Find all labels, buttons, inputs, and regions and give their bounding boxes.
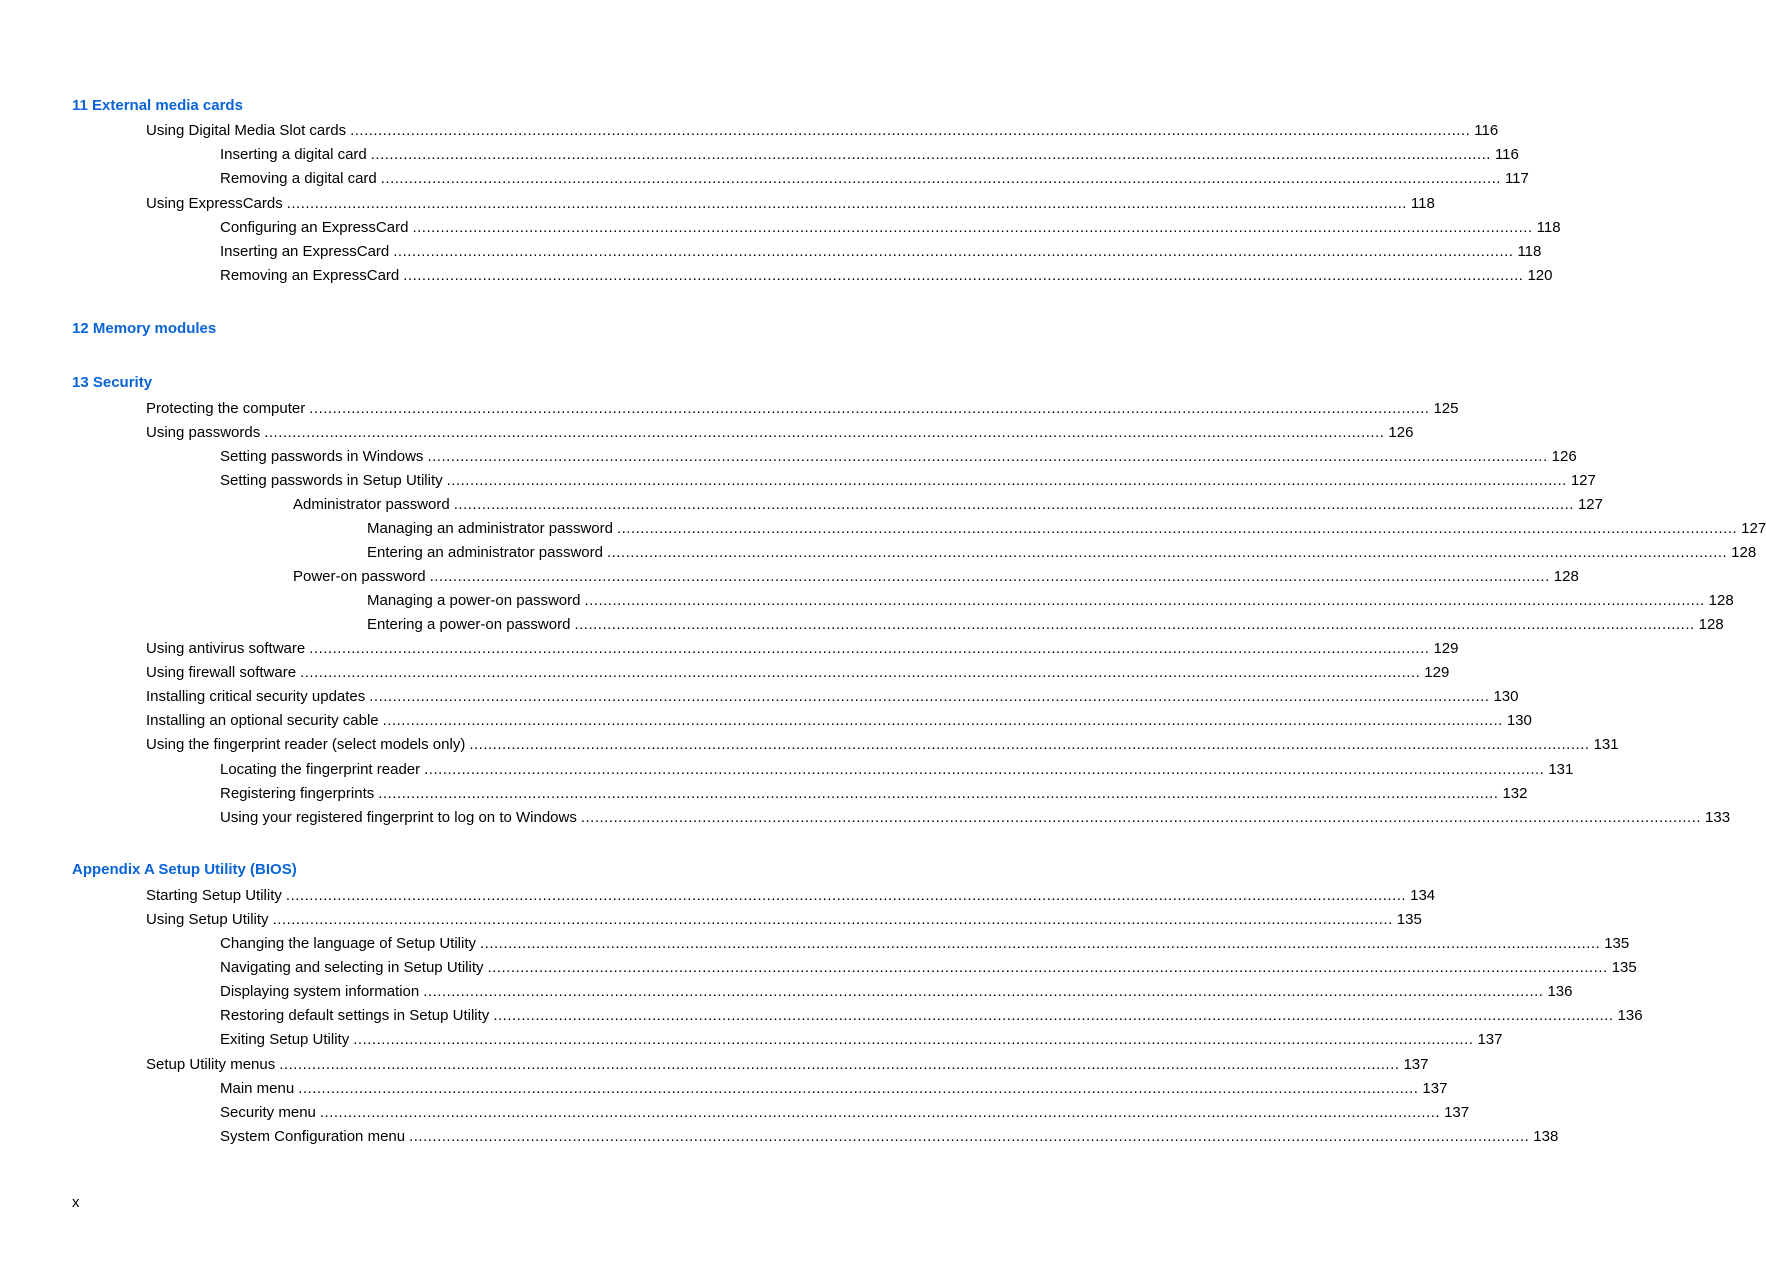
toc-entry[interactable] xyxy=(293,494,1603,516)
toc-page-number: 136 xyxy=(1617,1007,1643,1024)
toc-page-number: 127 xyxy=(1570,472,1596,489)
dot-leader: ................................................................................................................................................................................................................................................ xyxy=(393,243,1514,260)
toc-entry-title: Using your registered fingerprint to log on to Windows xyxy=(220,809,577,826)
toc-page-number: 128 xyxy=(1553,568,1579,585)
toc-entry[interactable] xyxy=(146,885,1436,907)
toc-page-number: 127 xyxy=(1577,496,1603,513)
toc-entry[interactable] xyxy=(146,120,1499,142)
toc-page-number: 118 xyxy=(1410,195,1435,212)
toc-page-number: 137 xyxy=(1477,1031,1503,1048)
toc-entry[interactable] xyxy=(220,241,1542,263)
toc-page-number: 136 xyxy=(1547,983,1573,1000)
toc-entry-title: Removing a digital card xyxy=(220,170,377,187)
dot-leader: ................................................................................................................................................................................................................................................ xyxy=(584,592,1705,609)
toc-entry-title: Locating the fingerprint reader xyxy=(220,761,421,778)
toc-page-number: 126 xyxy=(1551,448,1577,465)
toc-page-number: 128 xyxy=(1708,592,1734,609)
toc-entry[interactable] xyxy=(146,686,1519,708)
dot-leader: ................................................................................................................................................................................................................................................ xyxy=(424,761,1545,778)
toc-entry-row xyxy=(0,686,1519,708)
toc-entry-row xyxy=(0,265,1553,287)
dot-leader: ................................................................................................................................................................................................................................................ xyxy=(285,887,1407,904)
toc-entry[interactable] xyxy=(220,1029,1503,1051)
dot-leader: ................................................................................................................................................................................................................................................ xyxy=(298,1080,1419,1097)
toc-page-number: 135 xyxy=(1611,959,1637,976)
dot-leader: ................................................................................................................................................................................................................................................ xyxy=(469,736,1590,753)
toc-entry-title: Power-on password xyxy=(293,568,426,585)
toc-entry[interactable] xyxy=(146,662,1450,684)
toc-entry-row xyxy=(0,120,1499,142)
toc-chapter-row xyxy=(0,859,954,881)
toc-entry[interactable] xyxy=(220,1078,1448,1100)
toc-entry[interactable] xyxy=(146,710,1532,732)
toc-entry[interactable] xyxy=(220,217,1561,239)
toc-chapter-row xyxy=(0,95,954,117)
toc-entry-row xyxy=(0,1102,1470,1124)
toc-entry-row xyxy=(0,1126,1559,1148)
chapter-heading[interactable]: 11 External media cards xyxy=(72,97,243,114)
toc-entry-row xyxy=(0,446,1577,468)
toc-entry-title: Inserting a digital card xyxy=(220,146,367,163)
toc-entry-row xyxy=(0,470,1596,492)
toc-page-number: 129 xyxy=(1433,640,1459,657)
toc-entry-title: Displaying system information xyxy=(220,983,420,1000)
dot-leader: ................................................................................................................................................................................................................................................ xyxy=(309,640,1430,657)
toc-entry-title: Navigating and selecting in Setup Utility xyxy=(220,959,484,976)
toc-entry[interactable] xyxy=(367,518,1766,540)
toc-entry[interactable] xyxy=(220,957,1637,979)
dot-leader: ................................................................................................................................................................................................................................................ xyxy=(412,219,1533,236)
toc-entry-row xyxy=(0,885,1436,907)
chapter-heading[interactable]: 12 Memory modules xyxy=(72,320,217,337)
toc-entry-row xyxy=(0,518,1766,540)
toc-entry-title: Entering a power-on password xyxy=(367,616,571,633)
toc-entry[interactable] xyxy=(367,542,1757,564)
toc-entry[interactable] xyxy=(220,933,1630,955)
toc-entry[interactable] xyxy=(146,638,1459,660)
toc-entry-row xyxy=(0,1054,1429,1076)
dot-leader: ................................................................................................................................................................................................................................................ xyxy=(574,616,1695,633)
toc-page-number: 137 xyxy=(1403,1056,1429,1073)
toc-entry-title: Removing an ExpressCard xyxy=(220,267,400,284)
toc-entry[interactable] xyxy=(220,470,1596,492)
dot-leader: ................................................................................................................................................................................................................................................ xyxy=(378,785,1499,802)
toc-entry[interactable] xyxy=(367,614,1724,636)
toc-page-number: 120 xyxy=(1527,267,1553,284)
toc-page-number: 133 xyxy=(1705,809,1731,826)
toc-entry[interactable] xyxy=(146,909,1422,931)
toc-entry[interactable] xyxy=(146,193,1435,215)
toc-page-number: 134 xyxy=(1410,887,1436,904)
toc-page-number: 132 xyxy=(1502,785,1528,802)
toc-entry-title: Inserting an ExpressCard xyxy=(220,243,390,260)
toc-entry-title: Using ExpressCards xyxy=(146,195,283,212)
toc-entry-row xyxy=(0,662,1450,684)
dot-leader: ................................................................................................................................................................................................................................................ xyxy=(279,1056,1400,1073)
toc-page-number: 129 xyxy=(1424,664,1450,681)
toc-entry-row xyxy=(0,193,1435,215)
dot-leader: ................................................................................................................................................................................................................................................ xyxy=(300,664,1421,681)
dot-leader: ................................................................................................................................................................................................................................................ xyxy=(272,911,1393,928)
toc-entry-title: Configuring an ExpressCard xyxy=(220,219,409,236)
toc-entry[interactable] xyxy=(220,1005,1643,1027)
toc-entry[interactable] xyxy=(220,265,1553,287)
dot-leader: ................................................................................................................................................................................................................................................ xyxy=(353,1031,1474,1048)
toc-entry-title: Protecting the computer xyxy=(146,400,306,417)
dot-leader: ................................................................................................................................................................................................................................................ xyxy=(606,544,1728,561)
dot-leader: ................................................................................................................................................................................................................................................ xyxy=(446,472,1567,489)
toc-page-number: 137 xyxy=(1444,1104,1470,1121)
toc-entry[interactable] xyxy=(220,144,1519,166)
toc-entry-title: Using firewall software xyxy=(146,664,297,681)
toc-entry-row xyxy=(0,144,1519,166)
toc-entry-title: Registering fingerprints xyxy=(220,785,375,802)
toc-entry-row xyxy=(0,759,1574,781)
toc-page-number: 117 xyxy=(1504,170,1529,187)
toc-page-number: 135 xyxy=(1396,911,1422,928)
toc-entry[interactable] xyxy=(220,807,1731,829)
toc-page-number: 131 xyxy=(1548,761,1574,778)
toc-entry-row xyxy=(0,217,1561,239)
dot-leader: ................................................................................................................................................................................................................................................ xyxy=(369,688,1490,705)
toc-entry-row xyxy=(0,614,1724,636)
toc-entry[interactable] xyxy=(146,1054,1429,1076)
toc-entry-row xyxy=(0,909,1422,931)
toc-page-number: 130 xyxy=(1506,712,1532,729)
toc-page-number: 118 xyxy=(1536,219,1561,236)
dot-leader: ................................................................................................................................................................................................................................................ xyxy=(309,400,1430,417)
toc-page-number: 131 xyxy=(1593,736,1619,753)
toc-page-number: 138 xyxy=(1533,1128,1559,1145)
toc-entry[interactable] xyxy=(220,981,1573,1003)
dot-leader: ................................................................................................................................................................................................................................................ xyxy=(493,1007,1614,1024)
toc-entry-title: Starting Setup Utility xyxy=(146,887,282,904)
toc-page-number: 130 xyxy=(1493,688,1519,705)
toc-entry-title: Setup Utility menus xyxy=(146,1056,276,1073)
dot-leader: ................................................................................................................................................................................................................................................ xyxy=(286,195,1407,212)
toc-entry-title: Installing critical security updates xyxy=(146,688,366,705)
toc-entry-row xyxy=(0,734,1619,756)
toc-entry-title: Changing the language of Setup Utility xyxy=(220,935,477,952)
toc-entry-row xyxy=(0,168,1529,190)
dot-leader: ................................................................................................................................................................................................................................................ xyxy=(370,146,1491,163)
dot-leader: ................................................................................................................................................................................................................................................ xyxy=(350,122,1471,139)
toc-entry-title: Using the fingerprint reader (select models only) xyxy=(146,736,466,753)
toc-entry-title: Administrator password xyxy=(293,496,450,513)
toc-entry-title: Entering an administrator password xyxy=(367,544,603,561)
dot-leader: ................................................................................................................................................................................................................................................ xyxy=(580,809,1702,826)
toc-entry-title: Main menu xyxy=(220,1080,295,1097)
toc-entry-row xyxy=(0,494,1603,516)
toc-entry-row xyxy=(0,241,1542,263)
toc-page-number: 128 xyxy=(1731,544,1757,561)
toc-entry-title: Setting passwords in Windows xyxy=(220,448,424,465)
dot-leader: ................................................................................................................................................................................................................................................ xyxy=(480,935,1601,952)
page-number: x xyxy=(72,1194,80,1211)
toc-entry-row xyxy=(0,981,1573,1003)
toc-entry-title: Using antivirus software xyxy=(146,640,306,657)
dot-leader: ................................................................................................................................................................................................................................................ xyxy=(487,959,1608,976)
toc-entry-title: Setting passwords in Setup Utility xyxy=(220,472,443,489)
dot-leader: ................................................................................................................................................................................................................................................ xyxy=(453,496,1574,513)
toc-entry[interactable] xyxy=(220,783,1528,805)
toc-entry-row xyxy=(0,1005,1643,1027)
chapter-heading[interactable]: 13 Security xyxy=(72,374,153,391)
toc-entry[interactable] xyxy=(220,168,1529,190)
dot-leader: ................................................................................................................................................................................................................................................ xyxy=(409,1128,1530,1145)
dot-leader: ................................................................................................................................................................................................................................................ xyxy=(427,448,1548,465)
toc-entry[interactable] xyxy=(220,1102,1470,1124)
toc-page-number: 126 xyxy=(1388,424,1414,441)
toc-entry-row xyxy=(0,638,1459,660)
toc-entry-row xyxy=(0,398,1459,420)
toc-entry-title: Exiting Setup Utility xyxy=(220,1031,350,1048)
chapter-heading[interactable]: Appendix A Setup Utility (BIOS) xyxy=(72,861,297,878)
toc-entry[interactable] xyxy=(220,1126,1559,1148)
toc-entry-row xyxy=(0,1078,1448,1100)
toc-entry-row xyxy=(0,807,1731,829)
toc-entry-title: System Configuration menu xyxy=(220,1128,406,1145)
toc-entry-row xyxy=(0,957,1637,979)
toc-entry-row xyxy=(0,590,1734,612)
toc-page-number: 135 xyxy=(1604,935,1630,952)
toc-entry-title: Using Setup Utility xyxy=(146,911,269,928)
toc-entry[interactable] xyxy=(146,734,1619,756)
dot-leader: ................................................................................................................................................................................................................................................ xyxy=(264,424,1385,441)
toc-chapter-row xyxy=(0,318,954,340)
toc-page-number: 116 xyxy=(1474,122,1499,139)
toc-entry-title: Managing a power-on password xyxy=(367,592,581,609)
toc-entry-row xyxy=(0,542,1757,564)
toc-page-number: 125 xyxy=(1433,400,1459,417)
toc-entry-row xyxy=(0,566,1579,588)
dot-leader: ................................................................................................................................................................................................................................................ xyxy=(319,1104,1441,1121)
toc-entry[interactable] xyxy=(220,759,1574,781)
toc-entry-row xyxy=(0,1029,1503,1051)
toc-page-number: 127 xyxy=(1741,520,1766,537)
dot-leader: ................................................................................................................................................................................................................................................ xyxy=(423,983,1544,1000)
toc-chapter-row xyxy=(0,372,954,394)
toc-page-number: 118 xyxy=(1517,243,1542,260)
toc-entry-title: Managing an administrator password xyxy=(367,520,613,537)
dot-leader: ................................................................................................................................................................................................................................................ xyxy=(429,568,1550,585)
dot-leader: ................................................................................................................................................................................................................................................ xyxy=(403,267,1524,284)
toc-page-number: 137 xyxy=(1422,1080,1448,1097)
toc-entry-row xyxy=(0,933,1630,955)
toc-entry-title: Using passwords xyxy=(146,424,261,441)
dot-leader: ................................................................................................................................................................................................................................................ xyxy=(616,520,1738,537)
toc-entry-title: Security menu xyxy=(220,1104,316,1121)
toc-entry-title: Installing an optional security cable xyxy=(146,712,379,729)
toc-entry[interactable] xyxy=(146,422,1414,444)
toc-entry-title: Using Digital Media Slot cards xyxy=(146,122,347,139)
toc-entry[interactable] xyxy=(293,566,1579,588)
toc-entry-row xyxy=(0,783,1528,805)
dot-leader: ................................................................................................................................................................................................................................................ xyxy=(382,712,1503,729)
toc-entry[interactable] xyxy=(367,590,1734,612)
dot-leader: ................................................................................................................................................................................................................................................ xyxy=(380,170,1501,187)
toc-entry[interactable] xyxy=(220,446,1577,468)
toc-entry-title: Restoring default settings in Setup Utility xyxy=(220,1007,490,1024)
toc-entry-row xyxy=(0,422,1414,444)
toc-entry[interactable] xyxy=(146,398,1459,420)
toc-page-number: 128 xyxy=(1698,616,1724,633)
toc-page-number: 116 xyxy=(1494,146,1519,163)
toc-entry-row xyxy=(0,710,1532,732)
